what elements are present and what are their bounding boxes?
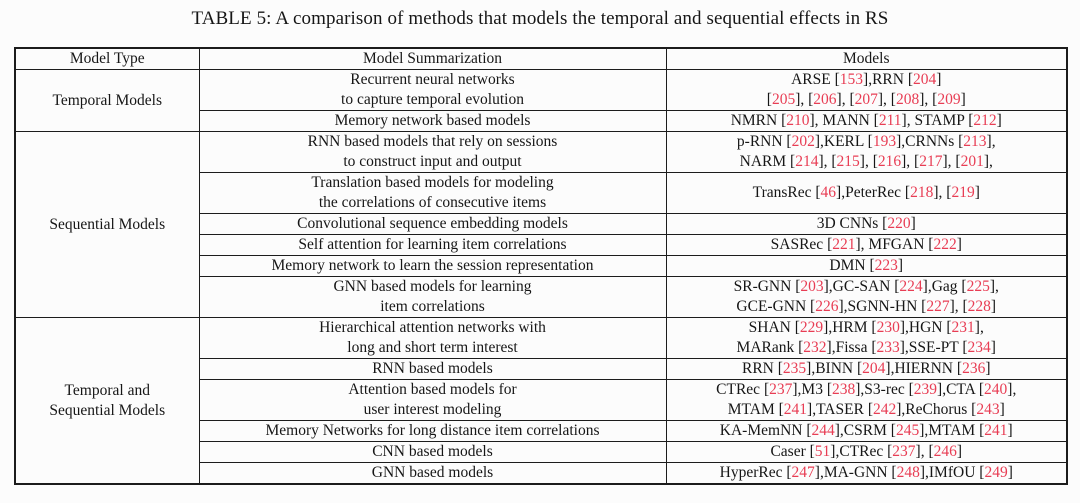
citation-link[interactable]: [193] <box>867 133 902 150</box>
summary-cell: GNN based models <box>199 463 666 485</box>
citation-link[interactable]: [205] <box>766 91 801 108</box>
citation-number: 201 <box>960 153 984 170</box>
citation-link[interactable]: [216] <box>872 153 907 170</box>
citation-link[interactable]: [212] <box>968 112 1002 129</box>
models-cell: DMN [223] <box>666 256 1067 277</box>
col-header-models: Models <box>666 48 1067 70</box>
summary-cell: RNN based models <box>199 359 666 380</box>
citation-number: 153 <box>839 71 864 88</box>
table-row <box>15 318 1067 359</box>
models-cell: NMRN [210], MANN [211], STAMP [212] <box>666 111 1067 132</box>
citation-number: 212 <box>973 112 997 129</box>
models-cell: ARSE [153],RRN [204] [205], [206], [207], [208], [209] <box>666 70 1067 111</box>
citation-number: 215 <box>836 153 860 170</box>
citation-number: 222 <box>933 236 957 253</box>
citation-link[interactable]: [247] <box>786 464 820 481</box>
citation-link[interactable]: [224] <box>894 278 928 295</box>
citation-link[interactable]: [206] <box>808 91 842 108</box>
citation-number: 213 <box>963 133 987 150</box>
citation-number: 46 <box>820 184 837 201</box>
models-cell: KA-MemNN [244],CSRM [245],MTAM [241] <box>666 421 1067 442</box>
citation-number: 246 <box>933 443 957 460</box>
citation-number: 241 <box>984 422 1008 439</box>
citation-link[interactable]: [242] <box>867 401 902 418</box>
citation-number: 249 <box>984 464 1008 481</box>
citation-link[interactable]: [51] <box>809 443 836 460</box>
citation-link[interactable]: [215] <box>831 153 865 170</box>
citation-number: 223 <box>874 257 898 274</box>
citation-number: 214 <box>795 153 819 170</box>
models-cell: TransRec [46],PeterRec [218], [219] <box>666 173 1067 214</box>
citation-link[interactable]: [220] <box>882 215 916 232</box>
citation-link[interactable]: [245] <box>890 422 925 439</box>
citation-number: 209 <box>937 91 961 108</box>
citation-link[interactable]: [223] <box>869 257 904 274</box>
citation-link[interactable]: [214] <box>790 153 824 170</box>
citation-link[interactable]: [221] <box>827 236 861 253</box>
citation-number: 231 <box>951 319 975 336</box>
citation-link[interactable]: [243] <box>971 401 1005 418</box>
citation-link[interactable]: [209] <box>932 91 966 108</box>
citation-number: 219 <box>951 184 975 201</box>
citation-link[interactable]: [204] <box>856 360 891 377</box>
citation-link[interactable]: [218] <box>904 184 939 201</box>
model-type-cell: Sequential Models <box>15 132 199 318</box>
citation-link[interactable]: [246] <box>928 443 963 460</box>
citation-link[interactable]: [237] <box>887 443 921 460</box>
citation-number: 236 <box>962 360 986 377</box>
summary-cell: Convolutional sequence embedding models <box>199 214 666 235</box>
citation-link[interactable]: [228] <box>962 298 997 315</box>
citation-number: 226 <box>815 298 839 315</box>
summary-cell: Translation based models for modeling the correlations of consecutive items <box>199 173 666 214</box>
header-row <box>15 48 1067 70</box>
citation-number: 204 <box>912 71 937 88</box>
citation-link[interactable]: [226] <box>810 298 844 315</box>
citation-number: 227 <box>926 298 950 315</box>
citation-number: 240 <box>984 381 1008 398</box>
citation-number: 234 <box>967 339 991 356</box>
citation-number: 205 <box>771 91 796 108</box>
citation-link[interactable]: [241] <box>778 401 813 418</box>
citation-number: 228 <box>967 298 991 315</box>
citation-link[interactable]: [225] <box>961 278 995 295</box>
citation-number: 193 <box>872 133 897 150</box>
citation-number: 239 <box>913 381 938 398</box>
citation-number: 221 <box>832 236 856 253</box>
citation-number: 225 <box>966 278 990 295</box>
citation-number: 233 <box>876 339 900 356</box>
citation-number: 51 <box>814 443 831 460</box>
citation-number: 229 <box>799 319 824 336</box>
citation-number: 243 <box>976 401 1000 418</box>
citation-link[interactable]: [230] <box>871 319 906 336</box>
table-caption: TABLE 5: A comparison of methods that models the temporal and sequential effects in RS <box>191 8 889 29</box>
models-cell: SHAN [229],HRM [230],HGN [231], MARank [232],Fissa [233],SSE-PT [234] <box>666 318 1067 359</box>
citation-link[interactable]: [227] <box>921 298 955 315</box>
citation-number: 210 <box>786 112 810 129</box>
citation-link[interactable]: [211] <box>873 112 907 129</box>
citation-link[interactable]: [222] <box>928 236 962 253</box>
citation-number: 245 <box>895 422 920 439</box>
citation-link[interactable]: [238] <box>826 381 861 398</box>
summary-cell: Hierarchical attention networks with long and short term interest <box>199 318 666 359</box>
summary-cell: GNN based models for learning item correlations <box>199 277 666 318</box>
citation-link[interactable]: [219] <box>946 184 980 201</box>
citation-link[interactable]: [208] <box>890 91 925 108</box>
citation-number: 202 <box>791 133 815 150</box>
citation-number: 218 <box>910 184 934 201</box>
models-cell: Caser [51],CTRec [237], [246] <box>666 442 1067 463</box>
citation-number: 220 <box>887 215 911 232</box>
citation-number: 238 <box>832 381 856 398</box>
citation-number: 204 <box>862 360 886 377</box>
models-cell: SR-GNN [203],GC-SAN [224],Gag [225], GCE-GNN [226],SGNN-HN [227], [228] <box>666 277 1067 318</box>
citation-link[interactable]: [210] <box>781 112 815 129</box>
citation-number: 217 <box>919 153 943 170</box>
citation-number: 208 <box>895 91 920 108</box>
citation-number: 224 <box>899 278 923 295</box>
col-header-model-summarization: Model Summarization <box>199 48 666 70</box>
citation-link[interactable]: [234] <box>962 339 996 356</box>
citation-number: 211 <box>878 112 902 129</box>
citation-link[interactable]: [203] <box>795 278 829 295</box>
citation-number: 241 <box>783 401 808 418</box>
citation-number: 216 <box>877 153 902 170</box>
summary-cell: Memory network based models <box>199 111 666 132</box>
citation-number: 247 <box>791 464 815 481</box>
summary-cell: Memory Networks for long distance item correlations <box>199 421 666 442</box>
table-body <box>15 70 1067 485</box>
models-cell: CTRec [237],M3 [238],S3-rec [239],CTA [240], MTAM [241],TASER [242],ReChorus [243] <box>666 380 1067 421</box>
summary-cell: Memory network to learn the session representation <box>199 256 666 277</box>
citation-link[interactable]: [231] <box>946 319 980 336</box>
summary-cell: RNN based models that rely on sessions to construct input and output <box>199 132 666 173</box>
summary-cell: Recurrent neural networks to capture temporal evolution <box>199 70 666 111</box>
model-type-cell: Temporal Models <box>15 70 199 132</box>
citation-link[interactable]: [241] <box>979 422 1013 439</box>
comparison-table <box>14 47 1068 485</box>
citation-link[interactable]: [229] <box>794 319 829 336</box>
citation-link[interactable]: [232] <box>798 339 832 356</box>
summary-cell: Attention based models for user interest modeling <box>199 380 666 421</box>
citation-number: 232 <box>803 339 827 356</box>
citation-link[interactable]: [201] <box>955 153 989 170</box>
models-cell: RRN [235],BINN [204],HIERNN [236] <box>666 359 1067 380</box>
citation-link[interactable]: [244] <box>806 422 840 439</box>
citation-link[interactable]: [248] <box>891 464 926 481</box>
citation-number: 203 <box>800 278 824 295</box>
citation-number: 244 <box>811 422 835 439</box>
citation-link[interactable]: [235] <box>777 360 812 377</box>
citation-link[interactable]: [202] <box>786 133 821 150</box>
citation-number: 242 <box>872 401 897 418</box>
citation-link[interactable]: [46] <box>815 184 842 201</box>
citation-link[interactable]: [237] <box>763 381 798 398</box>
citation-number: 237 <box>892 443 916 460</box>
table-row <box>15 132 1067 173</box>
col-header-model-type: Model Type <box>15 48 199 70</box>
citation-number: 230 <box>876 319 900 336</box>
citation-number: 235 <box>782 360 807 377</box>
citation-link[interactable]: [239] <box>908 381 943 398</box>
citation-link[interactable]: [207] <box>849 91 884 108</box>
citation-link[interactable]: [236] <box>956 360 991 377</box>
models-cell: HyperRec [247],MA-GNN [248],IMfOU [249] <box>666 463 1067 485</box>
citation-link[interactable]: [217] <box>914 153 948 170</box>
citation-link[interactable]: [153] <box>834 71 869 88</box>
models-cell: 3D CNNs [220] <box>666 214 1067 235</box>
summary-cell: CNN based models <box>199 442 666 463</box>
citation-number: 248 <box>896 464 920 481</box>
models-cell: p-RNN [202],KERL [193],CRNNs [213], NARM [214], [215], [216], [217], [201], <box>666 132 1067 173</box>
citation-link[interactable]: [213] <box>958 133 992 150</box>
model-type-cell: Temporal and Sequential Models <box>15 318 199 485</box>
models-cell: SASRec [221], MFGAN [222] <box>666 235 1067 256</box>
citation-link[interactable]: [240] <box>978 381 1013 398</box>
citation-number: 237 <box>769 381 793 398</box>
table-row <box>15 70 1067 111</box>
citation-number: 206 <box>813 91 837 108</box>
summary-cell: Self attention for learning item correlations <box>199 235 666 256</box>
citation-link[interactable]: [249] <box>979 464 1013 481</box>
citation-number: 207 <box>854 91 878 108</box>
citation-link[interactable]: [204] <box>907 71 942 88</box>
citation-link[interactable]: [233] <box>871 339 905 356</box>
